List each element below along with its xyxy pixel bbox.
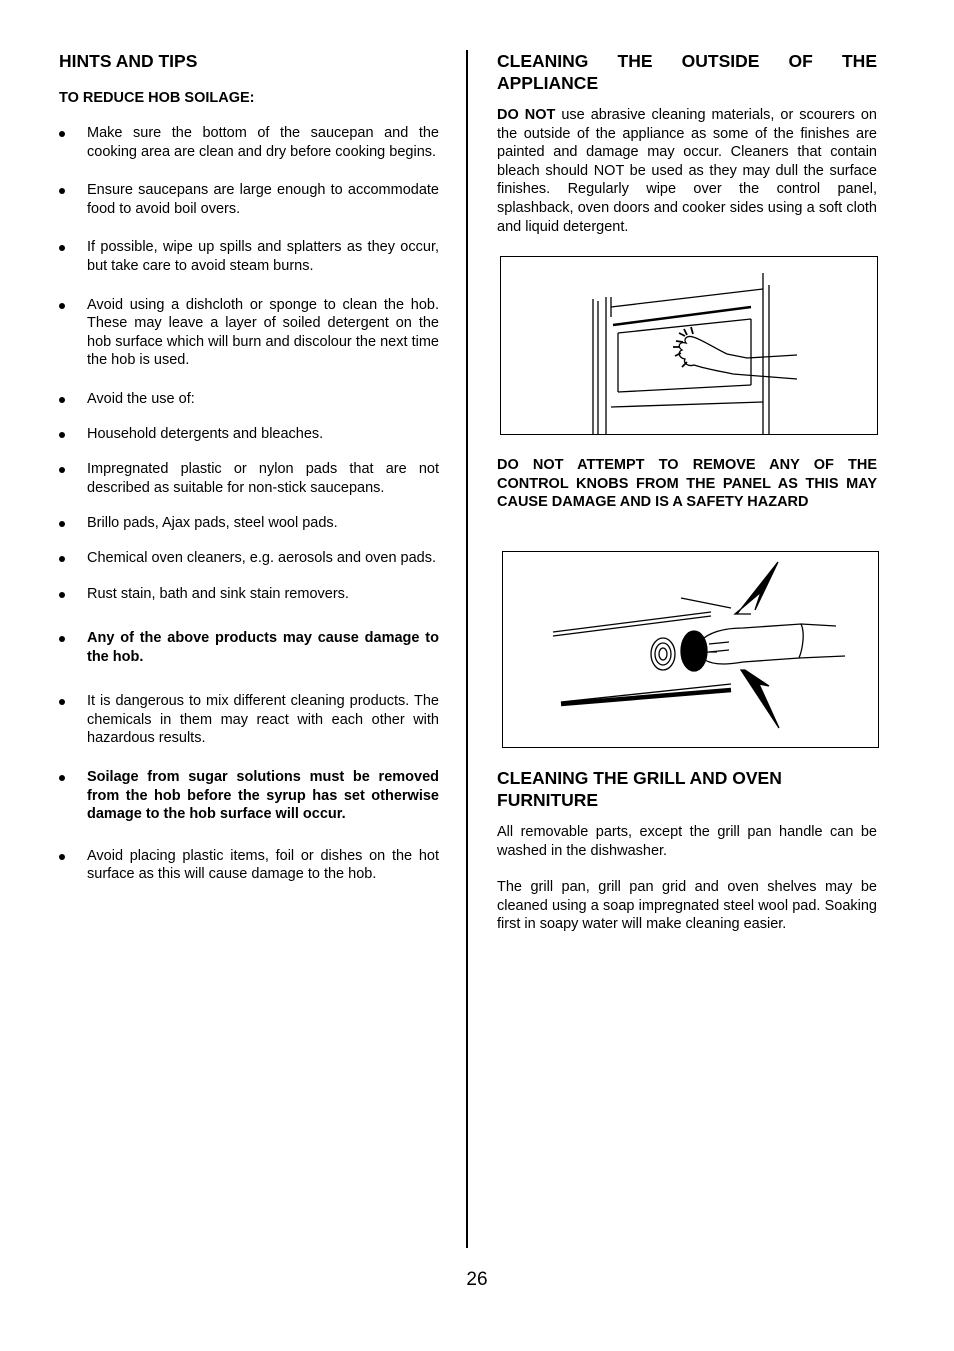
list-item: Household detergents and bleaches. xyxy=(59,425,439,444)
page-number: 26 xyxy=(466,1269,488,1290)
bullet-icon xyxy=(59,303,65,309)
figure-control-knob xyxy=(502,551,879,748)
bullet-icon xyxy=(59,699,65,705)
bullet-icon xyxy=(59,245,65,251)
bullet-icon xyxy=(59,432,65,438)
bullet-icon xyxy=(59,592,65,598)
left-column xyxy=(59,50,439,884)
list-item: It is dangerous to mix different cleaning products. The chemicals in them may react with each other with hazardous results. xyxy=(59,692,439,748)
grill-paragraph-2: The grill pan, grill pan grid and oven shelves may be cleaned using a soap impregnated steel wool pad. Soaking first in soapy water will make cleaning easier. xyxy=(497,879,877,933)
bullet-icon xyxy=(59,854,65,860)
warning-block xyxy=(497,456,877,512)
list-item: Chemical oven cleaners, e.g. aerosols and oven pads. xyxy=(59,549,439,568)
list-item: If possible, wipe up spills and splatters as they occur, but take care to avoid steam burns. xyxy=(59,238,439,275)
bullet-icon xyxy=(59,775,65,781)
control-knob-warning-illustration xyxy=(503,552,878,747)
bullet-icon xyxy=(59,397,65,403)
cleaning-outside-paragraph: DO NOT use abrasive cleaning materials, or scourers on the outside of the appliance as some of the finishes are painted and damage may occur. Cleaners that contain bleach should NOT be used as they may dull the surface finishes. Regularly wipe over the control panel, splashback, oven doors and cooker sides using a soft cloth and liquid detergent. xyxy=(497,107,877,235)
list-item: Brillo pads, Ajax pads, steel wool pads. xyxy=(59,514,439,533)
column-divider xyxy=(466,50,468,1248)
bullet-icon xyxy=(59,636,65,642)
right-column xyxy=(497,50,877,236)
hints-heading: HINTS AND TIPS xyxy=(59,51,198,71)
list-item: Avoid the use of: xyxy=(59,390,439,409)
bullet-icon xyxy=(59,556,65,562)
list-item: Impregnated plastic or nylon pads that are not described as suitable for non-stick saucepans. xyxy=(59,460,439,497)
control-knob-warning: DO NOT ATTEMPT TO REMOVE ANY OF THE CONTROL KNOBS FROM THE PANEL AS THIS MAY CAUSE DAMAGE AND IS A SAFETY HAZARD xyxy=(497,457,877,511)
bullet-icon xyxy=(59,131,65,137)
list-item: Ensure saucepans are large enough to accommodate food to avoid boil overs. xyxy=(59,181,439,218)
cleaning-outside-heading: CLEANING THE OUTSIDE OF THE APPLIANCE xyxy=(497,51,877,93)
bullet-icon xyxy=(59,521,65,527)
list-item: Any of the above products may cause damage to the hob. xyxy=(59,629,439,666)
bullet-icon xyxy=(59,188,65,194)
grill-section xyxy=(497,767,877,934)
list-item: Avoid placing plastic items, foil or dishes on the hot surface as this will cause damage to the hob. xyxy=(59,847,439,884)
grill-paragraph-1: All removable parts, except the grill pan handle can be washed in the dishwasher. xyxy=(497,824,877,859)
list-item: Soilage from sugar solutions must be removed from the hob before the syrup has set otherwise damage to the hob surface will occur. xyxy=(59,768,439,824)
figure-wiping-oven xyxy=(500,256,878,435)
cleaning-grill-heading: CLEANING THE GRILL AND OVEN FURNITURE xyxy=(497,768,782,810)
wiping-oven-door-illustration xyxy=(501,257,877,434)
hints-list xyxy=(59,124,439,884)
list-item: Make sure the bottom of the saucepan and the cooking area are clean and dry before cooking begins. xyxy=(59,124,439,161)
bullet-icon xyxy=(59,467,65,473)
list-item: Avoid using a dishcloth or sponge to clean the hob. These may leave a layer of soiled detergent on the hob surface which will burn and discolour the next time the hob is used. xyxy=(59,296,439,370)
list-item: Rust stain, bath and sink stain removers. xyxy=(59,585,439,604)
hob-soilage-subheading: TO REDUCE HOB SOILAGE: xyxy=(59,90,255,106)
